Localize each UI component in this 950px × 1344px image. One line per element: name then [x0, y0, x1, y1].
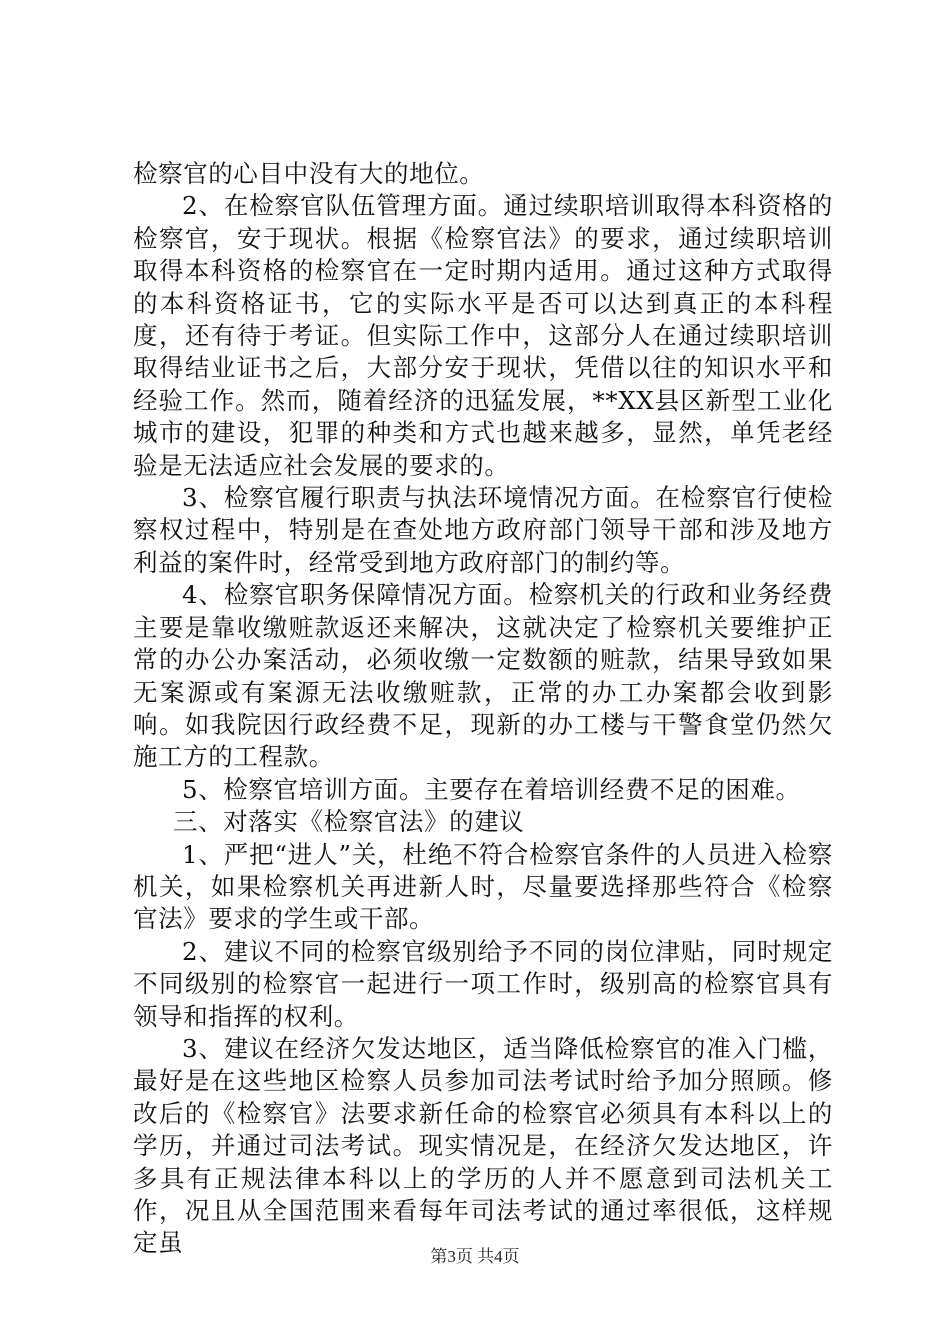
paragraph-3: 3、检察官履行职责与执法环境情况方面。在检察官行使检察权过程中，特别是在查处地方政府部门领导干部和涉及地方利益的案件时，经常受到地方政府部门的制约等。 — [133, 483, 833, 577]
paragraph-1: 检察官的心目中没有大的地位。 — [133, 159, 485, 188]
page-footer: 第3页 共4页 — [430, 1247, 520, 1266]
section-heading: 三、对落实《检察官法》的建议 — [173, 807, 525, 837]
paragraph-5: 5、检察官培训方面。主要存在着培训经费不足的困难。 — [182, 774, 801, 804]
paragraph-6: 1、严把“进人”关，杜绝不符合检察官条件的人员进入检察机关，如果检察机关再进新人时，尽量要选择那些符合《检察官法》要求的学生或干部。 — [133, 839, 833, 934]
paragraph-7: 2、建议不同的检察官级别给予不同的岗位津贴，同时规定不同级别的检察官一起进行一项工作时，级别高的检察官具有领导和指挥的权利。 — [133, 936, 833, 1031]
paragraph-4: 4、检察官职务保障情况方面。检察机关的行政和业务经费主要是靠收缴赃款返还来解决，这就决定了检察机关要维护正常的办公办案活动，必须收缴一定数额的赃款，结果导致如果无案源或有案源无法收缴赃款，正常的办工办案都会收到影响。如我院因行政经费不足，现新的办工楼与干警食堂仍然欠施工方的工程款。 — [133, 580, 833, 772]
document-body — [133, 158, 833, 1260]
paragraph-2: 2、在检察官队伍管理方面。通过续职培训取得本科资格的检察官，安于现状。根据《检察官法》的要求，通过续职培训取得本科资格的检察官在一定时期内适用。通过这种方式取得的本科资格证书，它的实际水平是否可以达到真正的本科程度，还有待于考证。但实际工作中，这部分人在通过续职培训取得结业证书之后，大部分安于现状，凭借以往的知识水平和经验工作。然而，随着经济的迅猛发展，**XX县区新型工业化城市的建设，犯罪的种类和方式也越来越多，显然，单凭老经验是无法适应社会发展的要求的。 — [133, 191, 833, 480]
paragraph-8: 3、建议在经济欠发达地区，适当降低检察官的准入门槛，最好是在这些地区检察人员参加司法考试时给予加分照顾。修改后的《检察官》法要求新任命的检察官必须具有本科以上的学历，并通过司法考试。现实情况是，在经济欠发达地区，许多具有正规法律本科以上的学历的人并不愿意到司法机关工作，况且从全国范围来看每年司法考试的通过率很低，这样规定虽 — [133, 1033, 833, 1258]
